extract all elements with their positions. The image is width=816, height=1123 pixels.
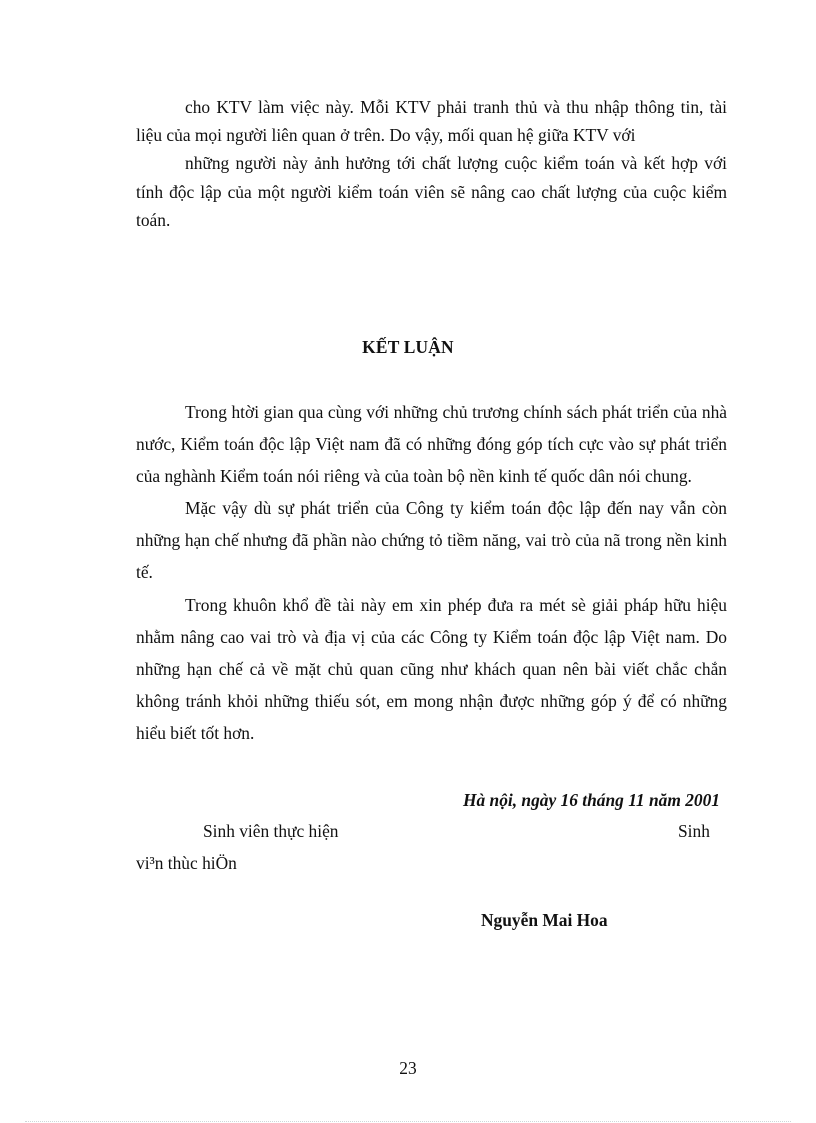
- intro-section: [136, 93, 727, 234]
- intro-paragraph-1: cho KTV làm việc này. Mỗi KTV phải tranh thủ và thu nhập thông tin, tài liệu của mọi người liên quan ở trên. Do vậy, mối quan hệ giữa KTV với: [136, 97, 727, 146]
- conclusion-paragraph-2: Mặc vậy dù sự phát triển của Công ty kiểm toán độc lập đến nay vẫn còn những hạn chế nhưng đã phần nào chứng tỏ tiềm năng, vai trò của nã trong nền kinh tế.: [136, 498, 727, 583]
- conclusion-paragraph-3: Trong khuôn khổ đề tài này em xin phép đưa ra mét sè giải pháp hữu hiệu nhằm nâng cao vai trò và địa vị của các Công ty Kiểm toán độc lập Việt nam. Do những hạn chế cả về mặt chủ quan cũng như khách quan nên bài viết chắc chắn không tránh khỏi những thiếu sót, em mong nhận được những góp ý để có những hiểu biết tốt hơn.: [136, 594, 727, 743]
- page-number: 23: [399, 1058, 417, 1078]
- signer-label-garbled-start: Sinh: [678, 821, 710, 841]
- signer-label-garbled-end: vi³n thùc hiÖn: [136, 853, 237, 873]
- signer-label: Sinh viên thực hiện: [203, 821, 339, 841]
- conclusion-heading: KẾT LUẬN: [362, 337, 454, 357]
- conclusion-paragraph-1: Trong htời gian qua cùng với những chủ trương chính sách phát triển của nhà nước, Kiểm toán độc lập Việt nam đã có những đóng góp tích cực vào sự phát triển của nghành Kiểm toán nói riêng và của toàn bộ nền kinh tế quốc dân nói chung.: [136, 402, 727, 487]
- place-date-line: Hà nội, ngày 16 tháng 11 năm 2001: [462, 790, 720, 810]
- page-break-divider: [25, 1121, 791, 1122]
- signer-name: Nguyễn Mai Hoa: [481, 910, 608, 930]
- intro-paragraph-2: những người này ảnh hưởng tới chất lượng cuộc kiểm toán và kết hợp với tính độc lập của một người kiểm toán viên sẽ nâng cao chất lượng của cuộc kiểm toán.: [136, 153, 727, 230]
- conclusion-section: [136, 396, 727, 749]
